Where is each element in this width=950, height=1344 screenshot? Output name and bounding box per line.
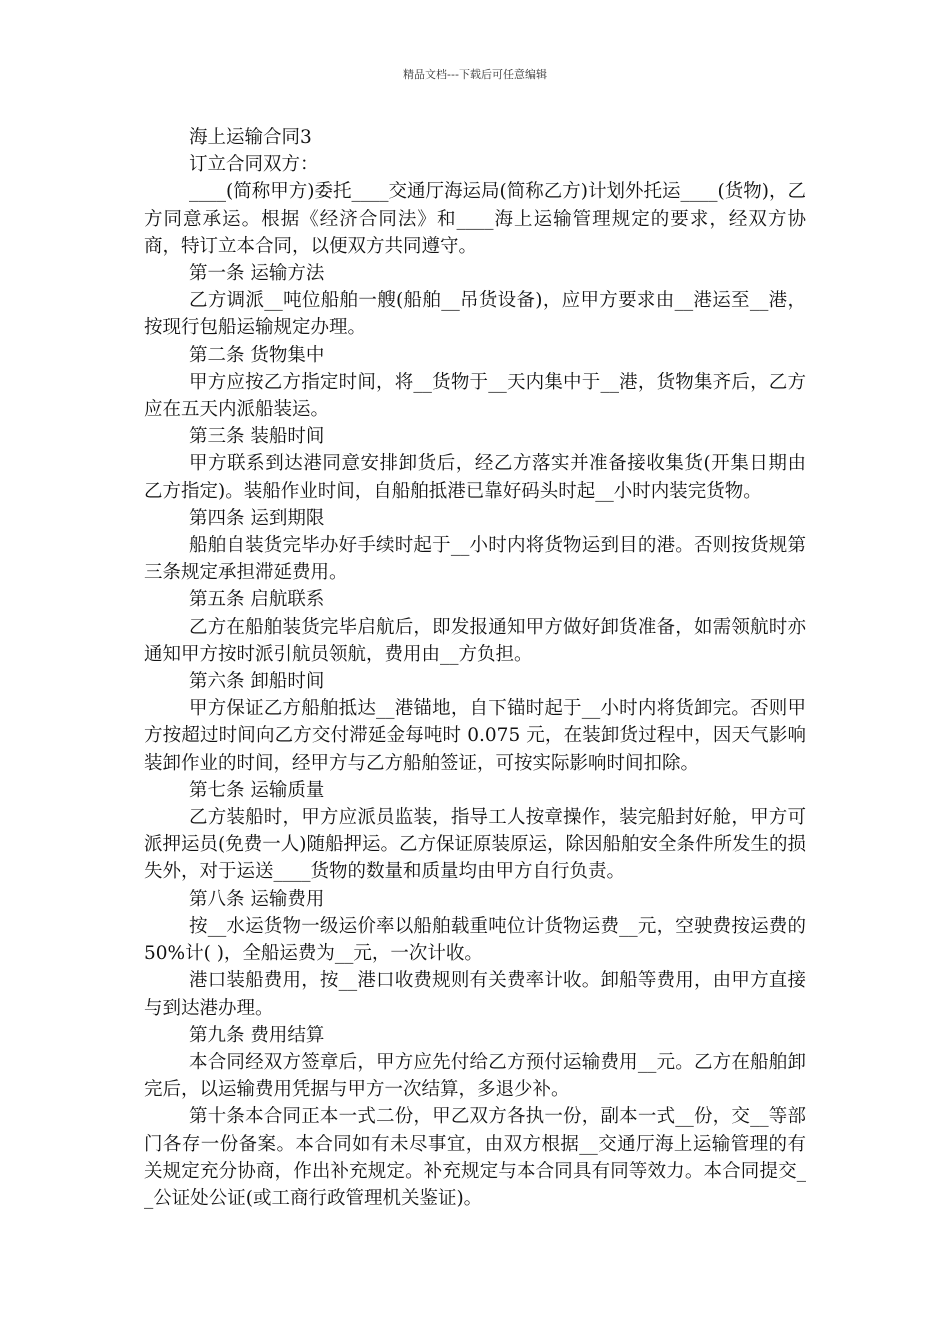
section-paragraph: 港口装船费用，按__港口收费规则有关费率计收。卸船等费用，由甲方直接与到达港办理。 (144, 970, 806, 1019)
intro-paragraph: ____(简称甲方)委托____交通厅海运局(简称乙方)计划外托运____(货物)，乙方同意承运。根据《经济合同法》和____海上运输管理规定的要求，经双方协商，特订立本合同，以便双方共同遵守。 (144, 181, 806, 257)
section-paragraph: 甲方应按乙方指定时间，将__货物于__天内集中于__港，货物集齐后，乙方应在五天内派船装运。 (144, 371, 806, 421)
parties-label: 订立合同双方： (189, 154, 319, 176)
section-heading: 第一条 运输方法 (189, 263, 325, 285)
section-paragraph: 乙方装船时，甲方应派员监装，指导工人按章操作，装完船封好舱，甲方可派押运员(免费一人)随船押运。乙方保证原装原运，除因船舶安全条件所发生的损失外，对于运送____货物的数量和质量均由甲方自行负责。 (144, 807, 806, 883)
section-heading: 第六条 卸船时间 (189, 671, 325, 693)
section-heading: 第四条 运到期限 (189, 507, 325, 529)
section-heading: 第五条 启航联系 (189, 589, 325, 611)
document-body (144, 124, 806, 1212)
section-heading: 第七条 运输质量 (189, 779, 325, 801)
page-header: 精品文档---下载后可任意编辑 (403, 68, 547, 81)
section-paragraph: 甲方联系到达港同意安排卸货后，经乙方落实并准备接收集货(开集日期由乙方指定)。装船作业时间，自船舶抵港已靠好码头时起__小时内装完货物。 (144, 453, 806, 502)
section-heading: 第九条 费用结算 (189, 1024, 325, 1046)
section-heading: 第八条 运输费用 (189, 888, 325, 910)
section-paragraph: 按__水运货物一级运价率以船舶载重吨位计货物运费__元，空驶费按运费的50%计( )，全船运费为__元，一次计收。 (144, 915, 806, 965)
document-title: 海上运输合同3 (189, 127, 312, 148)
section-paragraph: 乙方调派__吨位船舶一艘(船舶__吊货设备)，应甲方要求由__港运至__港，按现行包船运输规定办理。 (144, 290, 806, 339)
section-paragraph: 乙方在船舶装货完毕启航后，即发报通知甲方做好卸货准备，如需领航时亦通知甲方按时派引航员领航，费用由__方负担。 (144, 616, 806, 665)
section-heading: 第二条 货物集中 (189, 344, 325, 366)
section-paragraph: 第十条本合同正本一式二份，甲乙双方各执一份，副本一式__份，交__等部门各存一份备案。本合同如有未尽事宜，由双方根据__交通厅海上运输管理的有关规定充分协商，作出补充规定。补充规定与本合同具有同等效力。本合同提交__公证处公证(或工商行政管理机关鉴证)。 (144, 1106, 806, 1209)
section-heading: 第三条 装船时间 (189, 426, 325, 448)
section-paragraph: 本合同经双方签章后，甲方应先付给乙方预付运输费用__元。乙方在船舶卸完后，以运输费用凭据与甲方一次结算，多退少补。 (144, 1051, 806, 1101)
section-paragraph: 船舶自装货完毕办好手续时起于__小时内将货物运到目的港。否则按货规第三条规定承担滞延费用。 (144, 535, 806, 584)
section-paragraph: 甲方保证乙方船舶抵达__港锚地，自下锚时起于__小时内将货卸完。否则甲方按超过时间向乙方交付滞延金每吨时 0.075 元，在装卸货过程中，因天气影响装卸作业的时间，经甲方与乙方船舶签证，可按实际影响时间扣除。 (144, 698, 806, 774)
